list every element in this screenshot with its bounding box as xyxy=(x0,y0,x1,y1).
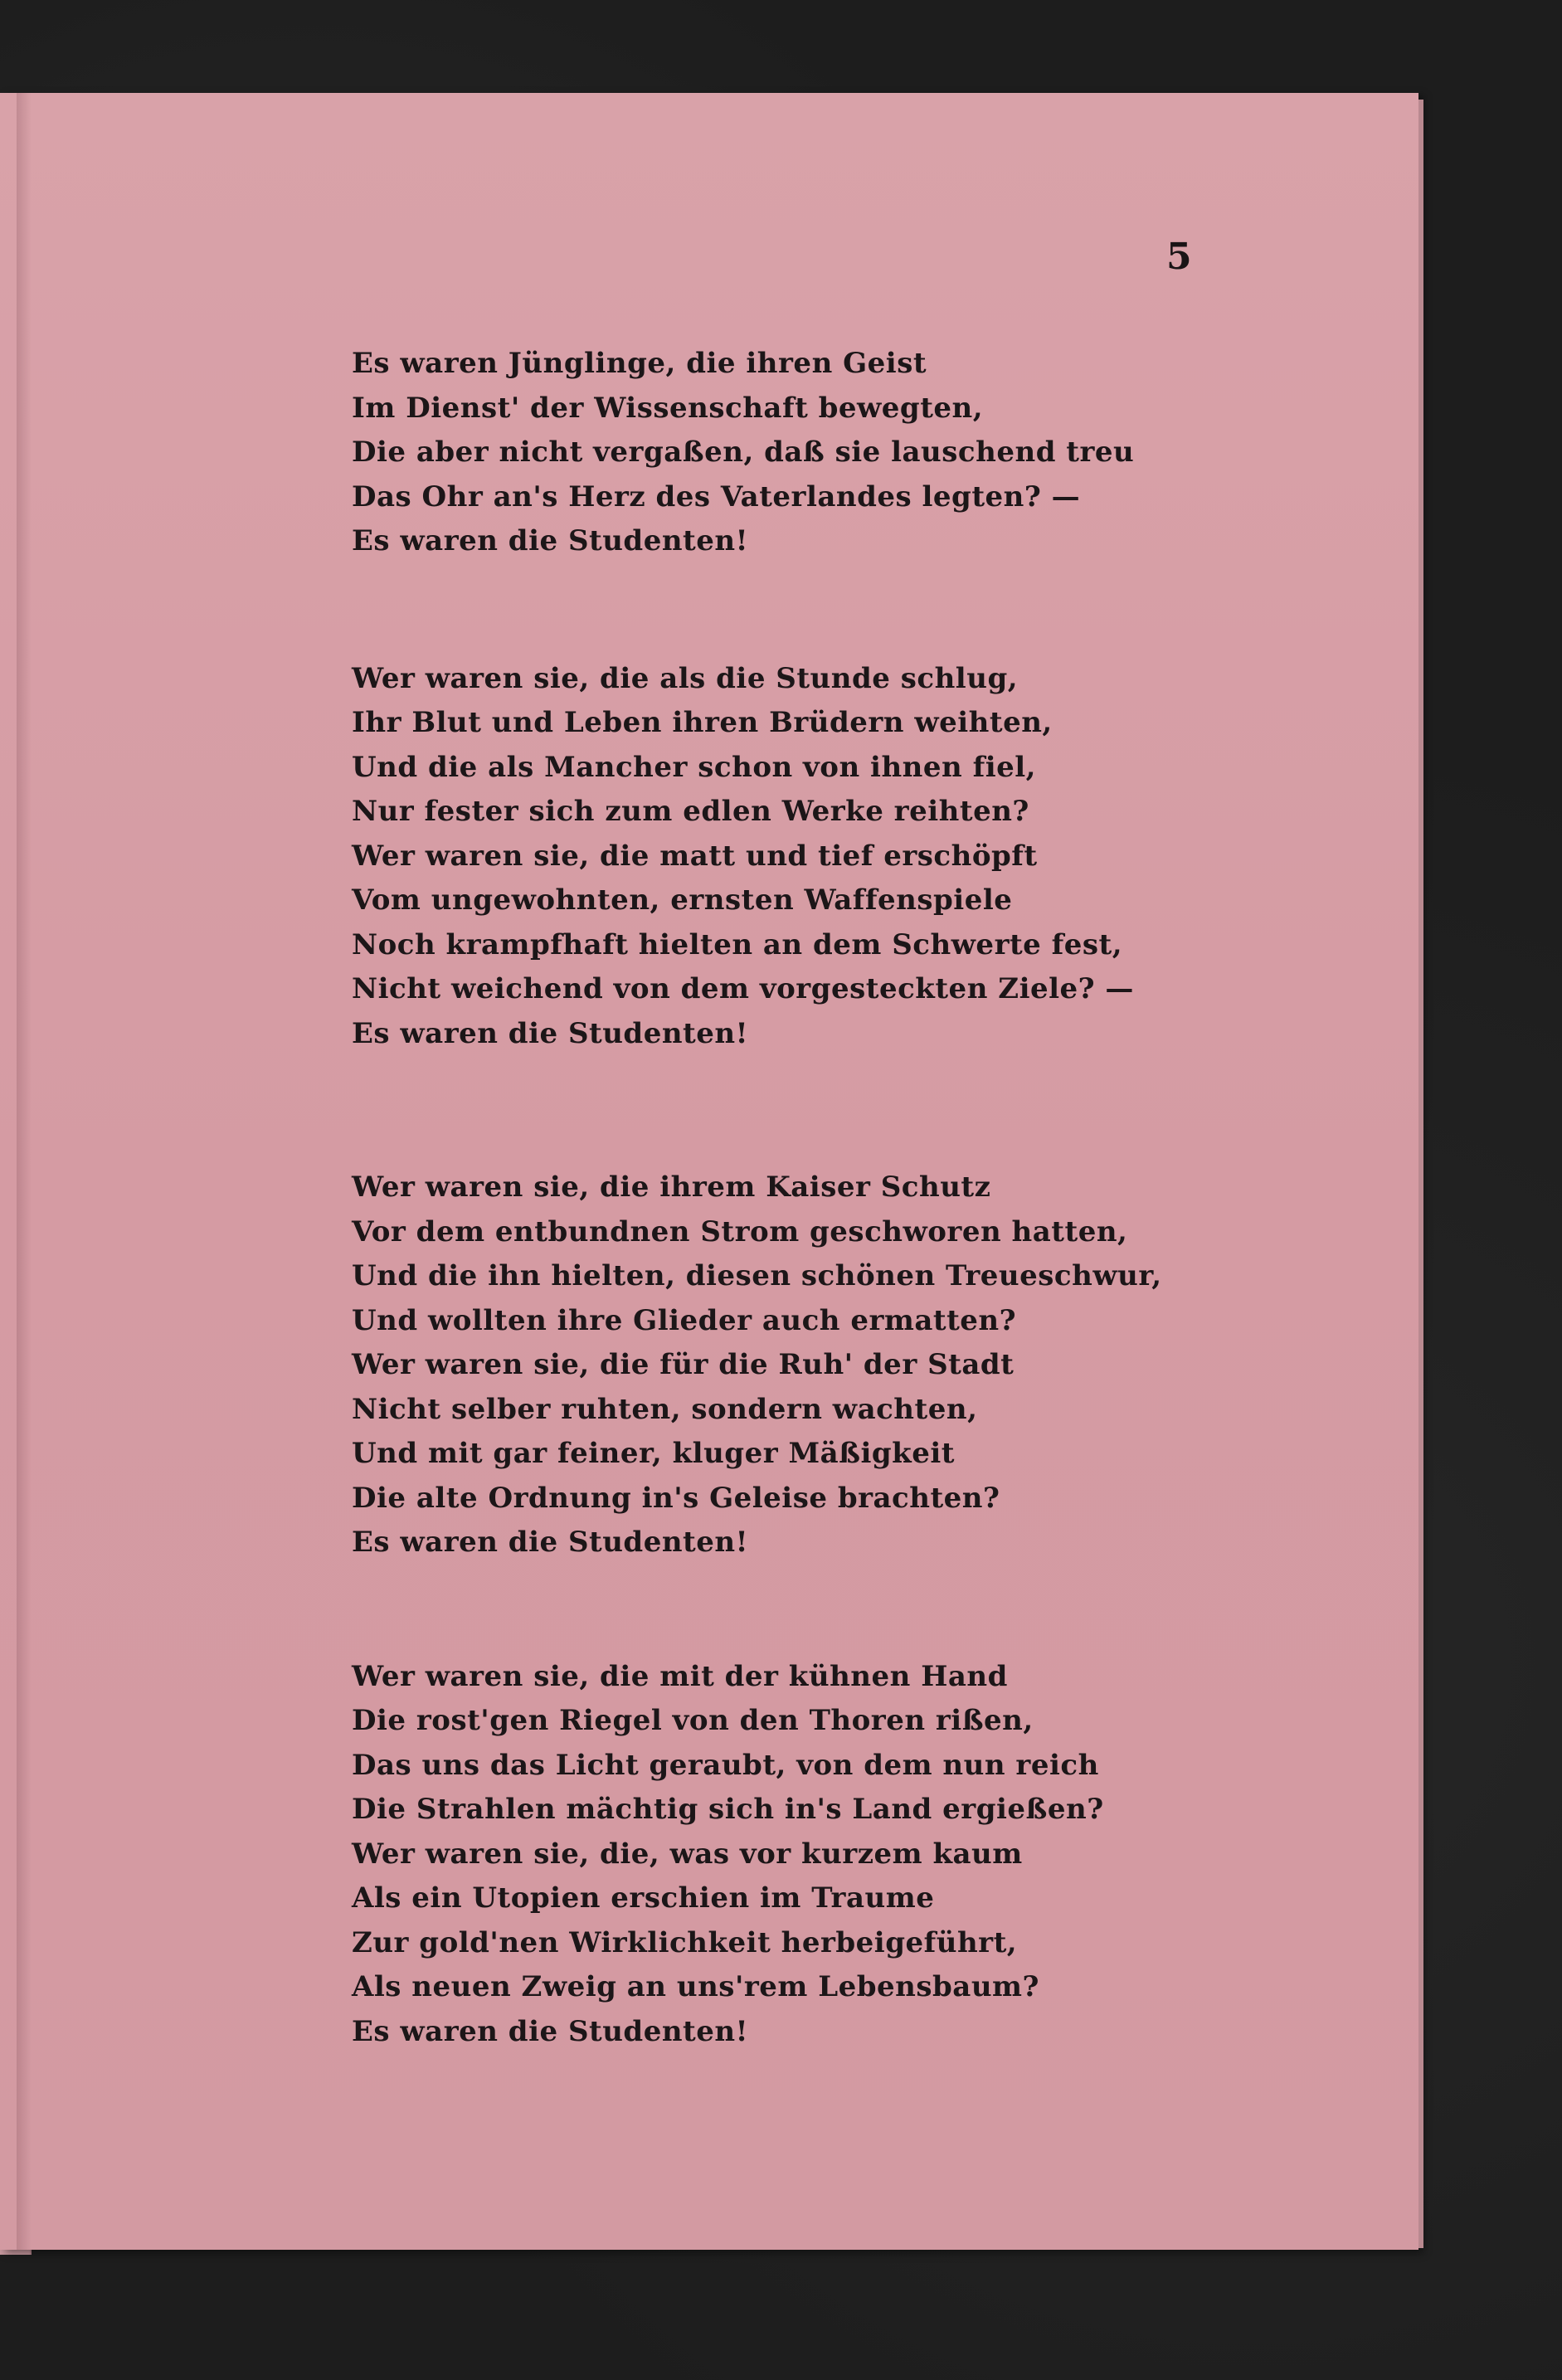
poem-line: Wer waren sie, die matt und tief erschöpft xyxy=(352,839,1038,873)
poem-line: Noch krampfhaft hielten an dem Schwerte fest, xyxy=(352,927,1123,961)
page-right-edge xyxy=(1418,100,1423,2248)
stanza-1 xyxy=(352,342,1135,564)
poem-line: Die alte Ordnung in's Geleise brachten? xyxy=(352,1481,1000,1515)
stanza-4 xyxy=(352,1655,1115,2055)
poem-line: Wer waren sie, die ihrem Kaiser Schutz xyxy=(352,1171,991,1204)
poem-refrain: Es waren die Studenten! xyxy=(352,1526,749,1559)
poem-refrain: Es waren die Studenten! xyxy=(352,1016,749,1050)
poem-line: Die aber nicht vergaßen, daß sie lauschend treu xyxy=(352,436,1135,469)
poem-line: Wer waren sie, die, was vor kurzem kaum xyxy=(352,1837,1023,1871)
poem-line: Als neuen Zweig an uns'rem Lebensbaum? xyxy=(352,1970,1039,2003)
poem-line: Ihr Blut und Leben ihren Brüdern weihten, xyxy=(352,706,1053,739)
poem-line: Die rost'gen Riegel von den Thoren rißen, xyxy=(352,1704,1034,1737)
page-number: 5 xyxy=(1166,236,1192,278)
poem-line: Das Ohr an's Herz des Vaterlandes legten? — xyxy=(352,479,1081,513)
stanza-3 xyxy=(352,1166,1162,1565)
poem-line: Und die ihn hielten, diesen schönen Treueschwur, xyxy=(352,1259,1162,1292)
poem-line: Als ein Utopien erschien im Traume xyxy=(352,1881,935,1915)
poem-line: Wer waren sie, die als die Stunde schlug, xyxy=(352,661,1019,695)
poem-line: Zur gold'nen Wirklichkeit herbeigeführt, xyxy=(352,1925,1018,1959)
poem-line: Die Strahlen mächtig sich in's Land ergießen? xyxy=(352,1793,1104,1826)
poem-refrain: Es waren die Studenten! xyxy=(352,2014,749,2048)
page-gutter-shadow xyxy=(17,93,32,2250)
poem-line: Im Dienst' der Wissenschaft bewegten, xyxy=(352,391,984,425)
poem-line: Vor dem entbundnen Strom geschworen hatten, xyxy=(352,1214,1128,1248)
poem-line: Und wollten ihre Glieder auch ermatten? xyxy=(352,1303,1017,1337)
poem-line: Und mit gar feiner, kluger Mäßigkeit xyxy=(352,1437,955,1470)
poem-line: Vom ungewohnten, ernsten Waffenspiele xyxy=(352,883,1013,917)
poem-line: Das uns das Licht geraubt, von dem nun reich xyxy=(352,1748,1099,1782)
poem-line: Nur fester sich zum edlen Werke reihten? xyxy=(352,795,1029,828)
stanza-2 xyxy=(352,657,1134,1057)
poem-line: Es waren Jünglinge, die ihren Geist xyxy=(352,347,927,380)
poem-line: Wer waren sie, die mit der kühnen Hand xyxy=(352,1659,1008,1693)
poem-line: Nicht weichend von dem vorgesteckten Ziele? — xyxy=(352,972,1134,1005)
poem-refrain: Es waren die Studenten! xyxy=(352,524,749,557)
poem-line: Wer waren sie, die für die Ruh' der Stadt xyxy=(352,1348,1015,1381)
poem-body xyxy=(352,342,1162,2147)
poem-line: Und die als Mancher schon von ihnen fiel, xyxy=(352,750,1037,784)
poem-line: Nicht selber ruhten, sondern wachten, xyxy=(352,1392,978,1426)
